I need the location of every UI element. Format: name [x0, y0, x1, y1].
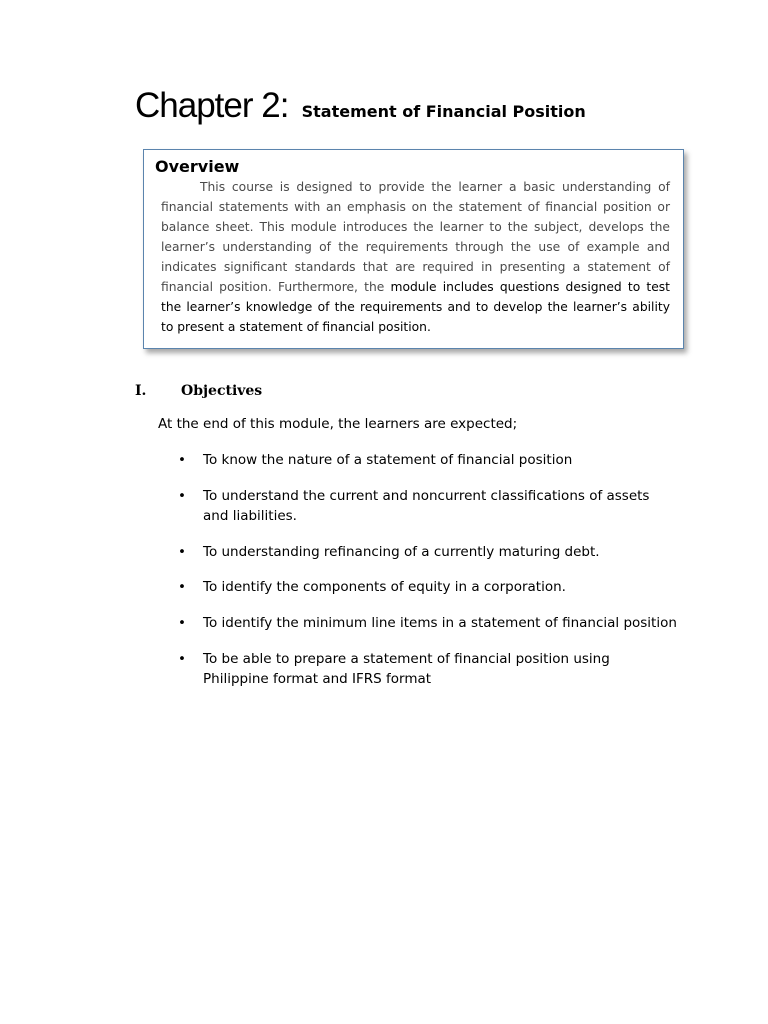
bullet: •: [178, 452, 186, 468]
objectives-heading: [135, 381, 262, 401]
objective-text: To be able to prepare a statement of financial position using Philippine format and IFRS format: [203, 651, 610, 687]
bullet: •: [178, 544, 186, 560]
list-item: [178, 450, 678, 470]
overview-body: [161, 177, 670, 337]
overview-body-muted: This course is designed to provide the learner a basic understanding of financial statements with an emphasis on the statement of financial position or balance sheet. This module introduces the learner to the subject, develops the learner’s understanding of the requirements through the use of example and indicates significant standards that are required in presenting a statement of financial position. Furthermore, the: [161, 180, 670, 294]
list-item: [178, 613, 678, 633]
objective-text: To identify the components of equity in a corporation.: [203, 579, 566, 595]
chapter-subtitle: Statement of Financial Position: [301, 102, 586, 121]
bullet: •: [178, 615, 186, 631]
overview-box: [143, 149, 684, 349]
bullet: •: [178, 651, 186, 667]
list-item: [178, 542, 678, 562]
objective-text: To understanding refinancing of a currently maturing debt.: [203, 544, 600, 560]
chapter-label: Chapter 2:: [135, 86, 289, 125]
objectives-number: I.: [135, 383, 147, 399]
list-item: [178, 486, 678, 526]
overview-body-dark: module includes questions designed to test the learner’s knowledge of the requirements and to develop the learner’s ability to present a statement of financial position.: [161, 280, 670, 334]
page-title: [135, 88, 586, 123]
objectives-intro: At the end of this module, the learners are expected;: [158, 416, 518, 432]
bullet: •: [178, 579, 186, 595]
bullet: •: [178, 488, 186, 504]
objectives-title: Objectives: [181, 383, 263, 399]
objective-text: To understand the current and noncurrent classifications of assets and liabilities.: [203, 488, 650, 524]
objective-text: To identify the minimum line items in a statement of financial position: [203, 615, 677, 631]
overview-heading: Overview: [155, 157, 240, 176]
list-item: [178, 649, 678, 689]
objective-text: To know the nature of a statement of financial position: [203, 452, 573, 468]
list-item: [178, 577, 678, 597]
